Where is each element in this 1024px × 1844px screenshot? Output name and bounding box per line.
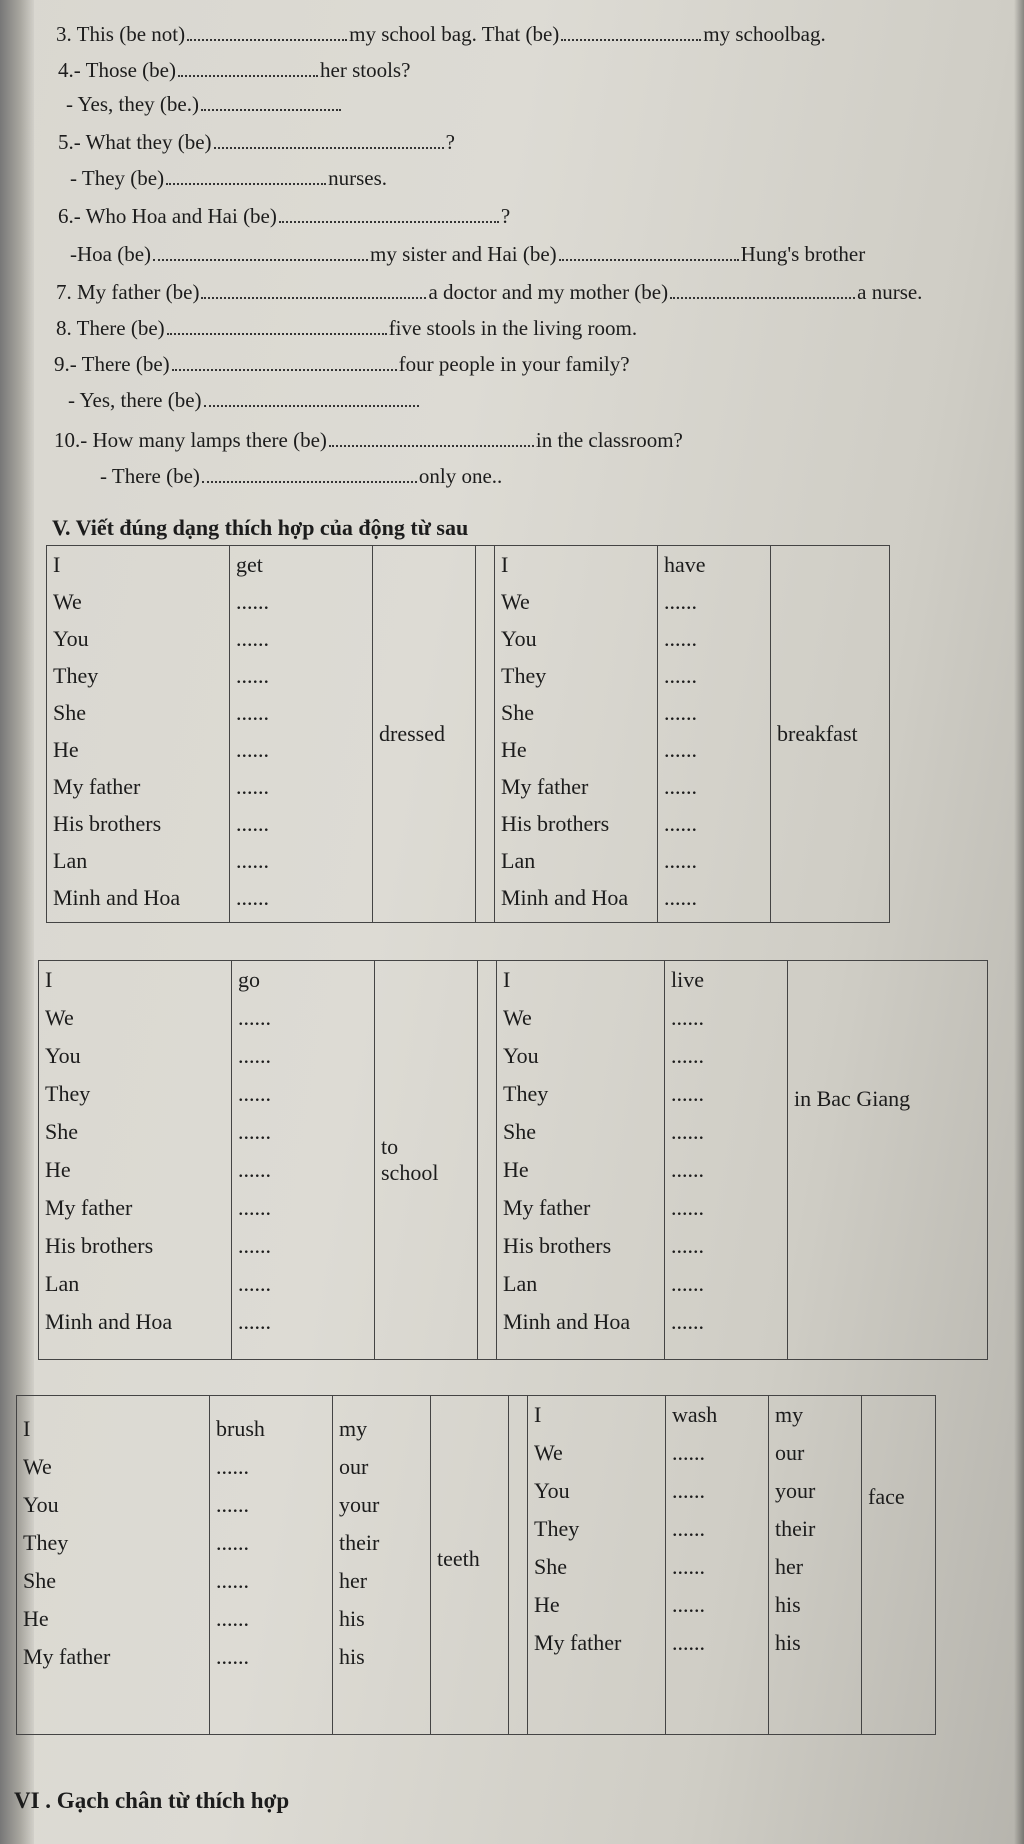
verb-column	[232, 961, 375, 1360]
exercise-line-9: 9.- There (be) four people in your family?	[54, 352, 630, 376]
subject: They	[53, 663, 99, 688]
answer-blank[interactable]: ......	[664, 885, 697, 910]
answer-blank[interactable]: ......	[236, 811, 269, 836]
answer-blank[interactable]: ......	[664, 700, 697, 725]
subjects-column	[47, 546, 230, 923]
answer-blank[interactable]: ......	[671, 1043, 704, 1068]
subject: They	[501, 663, 547, 688]
subject: He	[534, 1592, 560, 1617]
subjects-column	[497, 961, 665, 1360]
answer-blank[interactable]: ......	[672, 1554, 705, 1579]
subject: My father	[53, 774, 141, 799]
answer-blank[interactable]: ......	[672, 1592, 705, 1617]
subject: I	[53, 552, 61, 577]
exercise-line-6: 6.- Who Hoa and Hai (be) ?	[58, 204, 511, 228]
answer-blank[interactable]: ......	[671, 1195, 704, 1220]
blank[interactable]	[201, 109, 341, 111]
answer-blank[interactable]: ......	[671, 1119, 704, 1144]
answer-blank[interactable]: ......	[672, 1478, 705, 1503]
answer-blank[interactable]: ......	[216, 1606, 249, 1631]
object-cell: face	[862, 1396, 936, 1735]
blank[interactable]	[204, 405, 419, 407]
possessive: my	[775, 1402, 804, 1427]
answer-blank[interactable]: ......	[238, 1043, 271, 1068]
subject: Minh and Hoa	[501, 885, 629, 910]
answer-blank[interactable]: ......	[236, 700, 269, 725]
subject: They	[503, 1081, 549, 1106]
answer-blank[interactable]: ......	[236, 885, 269, 910]
subject: My father	[503, 1195, 591, 1220]
subject: We	[53, 589, 82, 614]
blank[interactable]	[202, 481, 417, 483]
blank[interactable]	[214, 147, 444, 149]
object-cell: breakfast	[771, 546, 890, 923]
subject: Lan	[501, 848, 536, 873]
possessive: his	[775, 1630, 801, 1655]
answer-blank[interactable]: ......	[216, 1644, 249, 1669]
subject: We	[23, 1454, 52, 1479]
verb-label: get	[236, 552, 263, 577]
subject: We	[45, 1005, 74, 1030]
subject: She	[501, 700, 534, 725]
answer-blank[interactable]: ......	[238, 1005, 271, 1030]
subject: Lan	[503, 1271, 538, 1296]
subject: I	[23, 1416, 31, 1441]
subject: Minh and Hoa	[53, 885, 181, 910]
blank[interactable]	[166, 183, 326, 185]
subject: You	[23, 1492, 59, 1517]
verb-column	[230, 546, 373, 923]
answer-blank[interactable]: ......	[216, 1492, 249, 1517]
subject: You	[501, 626, 537, 651]
divider-cell	[478, 961, 497, 1360]
subject: I	[503, 967, 511, 992]
possessive: your	[775, 1478, 816, 1503]
subjects-column	[495, 546, 658, 923]
verb-column	[665, 961, 788, 1360]
subject: He	[501, 737, 527, 762]
subject: He	[23, 1606, 49, 1631]
subject: He	[45, 1157, 71, 1182]
exercise-line-9-answer: - Yes, there (be)	[68, 388, 421, 413]
answer-blank[interactable]: ......	[216, 1568, 249, 1593]
blank[interactable]	[167, 333, 387, 335]
exercise-line-5-answer: - They (be) nurses.	[70, 166, 387, 190]
possessive: their	[339, 1530, 380, 1555]
subject: She	[534, 1554, 567, 1579]
subject: They	[23, 1530, 69, 1555]
possessive-column	[769, 1396, 862, 1735]
possessive: our	[775, 1440, 805, 1465]
blank[interactable]	[201, 297, 426, 299]
subject: She	[503, 1119, 536, 1144]
answer-blank[interactable]: ......	[664, 626, 697, 651]
possessive: his	[339, 1606, 365, 1631]
verb-table-go-live	[38, 960, 988, 1360]
exercise-line-7: 7. My father (be) a doctor and my mother (be) a nurse.	[56, 280, 923, 304]
subject: You	[503, 1043, 539, 1068]
answer-blank[interactable]: ......	[671, 1081, 704, 1106]
answer-blank[interactable]: ......	[664, 848, 697, 873]
verb-column	[666, 1396, 769, 1735]
exercise-line-4-answer: - Yes, they (be.)	[66, 92, 343, 117]
exercise-vi-heading: VI . Gạch chân từ thích hợp	[14, 1788, 290, 1813]
verb-label: live	[671, 967, 704, 992]
answer-blank[interactable]: ......	[672, 1440, 705, 1465]
answer-blank[interactable]: ......	[664, 663, 697, 688]
object-cell: in Bac Giang	[788, 961, 988, 1360]
page-edge-shadow	[1014, 0, 1024, 1844]
answer-blank[interactable]: ......	[664, 774, 697, 799]
subject: My father	[45, 1195, 133, 1220]
subject: They	[45, 1081, 91, 1106]
verb-table-get-have	[46, 545, 890, 923]
subject: We	[534, 1440, 563, 1465]
possessive: your	[339, 1492, 380, 1517]
possessive: his	[775, 1592, 801, 1617]
exercise-line-5: 5.- What they (be) ?	[58, 130, 455, 154]
exercise-line-8: 8. There (be) five stools in the living room.	[56, 316, 638, 340]
blank[interactable]	[153, 259, 368, 261]
answer-blank[interactable]: ......	[236, 589, 269, 614]
subject: You	[53, 626, 89, 651]
answer-blank[interactable]: ......	[664, 737, 697, 762]
answer-blank[interactable]: ......	[238, 1195, 271, 1220]
subject: My father	[23, 1644, 111, 1669]
subject: My father	[501, 774, 589, 799]
blank[interactable]	[559, 259, 739, 261]
blank[interactable]	[178, 75, 318, 77]
subjects-column	[17, 1396, 210, 1735]
answer-blank[interactable]: ......	[238, 1081, 271, 1106]
subject: My father	[534, 1630, 622, 1655]
exercise-line-10: 10.- How many lamps there (be) in the classroom?	[54, 428, 683, 452]
answer-blank[interactable]: ......	[238, 1271, 271, 1296]
subject: He	[53, 737, 79, 762]
object-cell: dressed	[373, 546, 476, 923]
verb-column	[658, 546, 771, 923]
divider-cell	[509, 1396, 528, 1735]
subject: He	[503, 1157, 529, 1182]
possessive: my	[339, 1416, 368, 1441]
subject: We	[503, 1005, 532, 1030]
subject: She	[53, 700, 86, 725]
exercise-line-6-answer: -Hoa (be) my sister and Hai (be) Hung's brother	[70, 242, 866, 266]
subject: I	[534, 1402, 542, 1427]
subject: We	[501, 589, 530, 614]
answer-blank[interactable]: ......	[671, 1309, 704, 1334]
possessive: their	[775, 1516, 816, 1541]
answer-blank[interactable]: ......	[238, 1119, 271, 1144]
blank[interactable]	[329, 445, 534, 447]
verb-label: brush	[216, 1416, 265, 1441]
subject: His brothers	[53, 811, 162, 836]
blank[interactable]	[279, 221, 499, 223]
answer-blank[interactable]: ......	[671, 1233, 704, 1258]
answer-blank[interactable]: ......	[236, 848, 269, 873]
blank[interactable]	[561, 39, 701, 41]
answer-blank[interactable]: ......	[236, 626, 269, 651]
divider-cell	[476, 546, 495, 923]
verb-label: go	[238, 967, 260, 992]
possessive: our	[339, 1454, 369, 1479]
subject: You	[534, 1478, 570, 1503]
possessive-column	[333, 1396, 431, 1735]
possessive: her	[775, 1554, 804, 1579]
subject: You	[45, 1043, 81, 1068]
verb-label: have	[664, 552, 706, 577]
answer-blank[interactable]: ......	[671, 1157, 704, 1182]
answer-blank[interactable]: ......	[238, 1309, 271, 1334]
exercise-line-4: 4.- Those (be) her stools?	[58, 58, 411, 82]
subject: She	[23, 1568, 56, 1593]
verb-column	[210, 1396, 333, 1735]
verb-table-brush-wash	[16, 1395, 936, 1735]
subject: She	[45, 1119, 78, 1144]
subject: His brothers	[503, 1233, 612, 1258]
subject: I	[501, 552, 509, 577]
answer-blank[interactable]: ......	[672, 1630, 705, 1655]
subject: They	[534, 1516, 580, 1541]
verb-label: wash	[672, 1402, 718, 1427]
subjects-column	[39, 961, 232, 1360]
answer-blank[interactable]: ......	[671, 1005, 704, 1030]
answer-blank[interactable]: ......	[238, 1233, 271, 1258]
subject: Minh and Hoa	[45, 1309, 173, 1334]
subject: His brothers	[501, 811, 610, 836]
subject: Lan	[45, 1271, 80, 1296]
answer-blank[interactable]: ......	[236, 663, 269, 688]
answer-blank[interactable]: ......	[664, 811, 697, 836]
subject: Minh and Hoa	[503, 1309, 631, 1334]
blank[interactable]	[187, 39, 347, 41]
subject: Lan	[53, 848, 88, 873]
answer-blank[interactable]: ......	[236, 737, 269, 762]
exercise-line-10-answer: - There (be) only one..	[100, 464, 503, 488]
exercise-v-heading: V. Viết đúng dạng thích hợp của động từ sau	[52, 515, 469, 540]
object-cell: teeth	[431, 1396, 509, 1735]
answer-blank[interactable]: ......	[671, 1271, 704, 1296]
subject: His brothers	[45, 1233, 154, 1258]
answer-blank[interactable]: ......	[216, 1530, 249, 1555]
blank[interactable]	[172, 369, 397, 371]
object-cell: to school	[375, 961, 478, 1360]
answer-blank[interactable]: ......	[238, 1157, 271, 1182]
subjects-column	[528, 1396, 666, 1735]
possessive: his	[339, 1644, 365, 1669]
possessive: her	[339, 1568, 368, 1593]
answer-blank[interactable]: ......	[664, 589, 697, 614]
answer-blank[interactable]: ......	[216, 1454, 249, 1479]
subject: I	[45, 967, 53, 992]
blank[interactable]	[670, 297, 855, 299]
answer-blank[interactable]: ......	[236, 774, 269, 799]
answer-blank[interactable]: ......	[672, 1516, 705, 1541]
exercise-line-3: 3. This (be not) my school bag. That (be) my schoolbag.	[56, 22, 826, 46]
